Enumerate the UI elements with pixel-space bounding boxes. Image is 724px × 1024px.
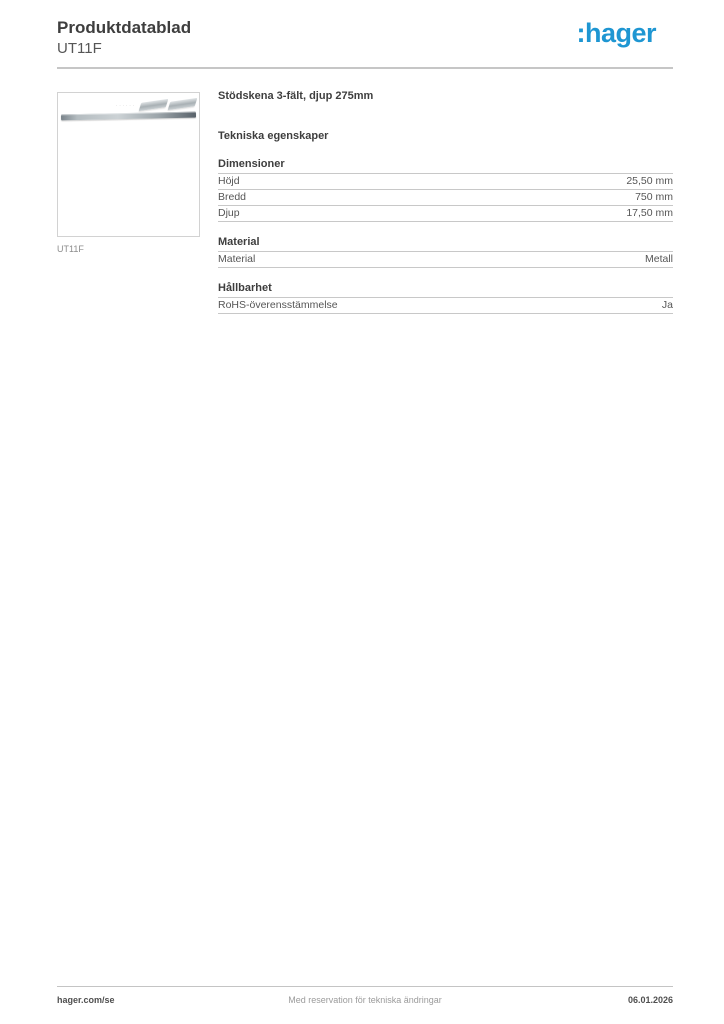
section-title: Dimensioner bbox=[218, 157, 673, 174]
product-image bbox=[57, 92, 200, 237]
product-image-caption: UT11F bbox=[57, 244, 84, 254]
spec-section-dimensioner bbox=[218, 157, 673, 222]
footer-divider bbox=[57, 986, 673, 987]
spec-section-hallbarhet bbox=[218, 281, 673, 314]
rail-bracket-icon bbox=[139, 99, 169, 111]
spec-section-material bbox=[218, 235, 673, 268]
spec-row bbox=[218, 252, 673, 268]
spec-row bbox=[218, 190, 673, 206]
product-media bbox=[57, 92, 200, 254]
spec-label: Material bbox=[218, 253, 256, 266]
hager-logo: :hager bbox=[576, 18, 656, 48]
section-title: Material bbox=[218, 235, 673, 252]
header-titles bbox=[57, 18, 191, 57]
spec-label: RoHS-överensstämmelse bbox=[218, 299, 338, 312]
page-header bbox=[57, 18, 673, 57]
spec-value: Ja bbox=[661, 299, 673, 312]
specs-heading: Tekniska egenskaper bbox=[218, 130, 329, 143]
specs-column bbox=[218, 90, 673, 314]
footer-date: 06.01.2026 bbox=[627, 995, 673, 1005]
spec-value: 750 mm bbox=[635, 191, 673, 204]
spec-row bbox=[218, 174, 673, 190]
rail-bracket-icon bbox=[168, 98, 198, 110]
spec-label: Höjd bbox=[218, 175, 240, 188]
header-divider bbox=[57, 67, 673, 69]
product-reference: UT11F bbox=[57, 39, 102, 57]
spec-value: Metall bbox=[644, 253, 673, 266]
footer-disclaimer: Med reservation för tekniska ändringar bbox=[288, 995, 442, 1005]
spec-label: Bredd bbox=[218, 191, 247, 204]
spec-value: 25,50 mm bbox=[626, 175, 673, 188]
rail-perforation-dots: ······ bbox=[116, 103, 136, 108]
spec-label: Djup bbox=[218, 207, 240, 220]
spec-row bbox=[218, 298, 673, 314]
spec-value: 17,50 mm bbox=[626, 207, 673, 220]
section-title: Hållbarhet bbox=[218, 281, 673, 298]
support-rail-image bbox=[61, 112, 196, 121]
spec-row bbox=[218, 206, 673, 222]
page-title: Produktdatablad bbox=[57, 18, 192, 37]
product-title: Stödskena 3-fält, djup 275mm bbox=[218, 90, 374, 102]
footer-website-link[interactable]: hager.com/se bbox=[57, 995, 115, 1005]
